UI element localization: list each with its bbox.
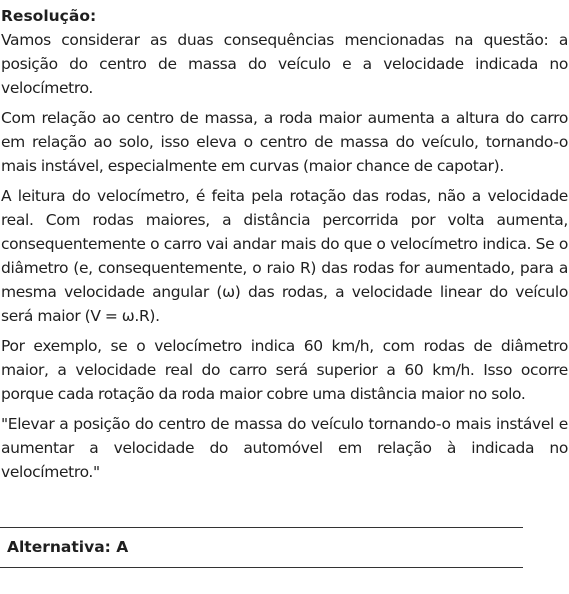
resolution-heading: Resolução:: [1, 7, 97, 25]
divider-top: [0, 527, 523, 528]
paragraph-speedometer: A leitura do velocímetro, é feita pela rotação das rodas, não a velocidade real. Com rodas maiores, a distância percorrida por volta aumenta, consequentemente o carro vai andar mais do que o velocímetro indica. Se o diâmetro (e, consequentemente, o raio R) das rodas for aumentado, para a mesma velocidade angular (ω) das rodas, a velocidade linear do veículo será maior (V = ω.R).: [1, 187, 568, 325]
paragraph-conclusion-quote: "Elevar a posição do centro de massa do veículo tornando-o mais instável e aumentar a velocidade do automóvel em relação à indicada no velocímetro.": [1, 415, 568, 481]
paragraph-example: Por exemplo, se o velocímetro indica 60 km/h, com rodas de diâmetro maior, a velocidade real do carro será superior a 60 km/h. Isso ocorre porque cada rotação da roda maior cobre uma distância maior no solo.: [1, 337, 568, 403]
paragraph-intro: Vamos considerar as duas consequências mencionadas na questão: a posição do centro de massa do veículo e a velocidade indicada no velocímetro.: [1, 31, 568, 97]
divider-bottom: [0, 567, 523, 568]
answer-label: Alternativa: A: [7, 538, 129, 556]
paragraph-center-of-mass: Com relação ao centro de massa, a roda maior aumenta a altura do carro em relação ao solo, isso eleva o centro de massa do veículo, tornando-o mais instável, especialmente em curvas (maior chance de capotar).: [1, 109, 568, 175]
resolution-content: [0, 4, 569, 490]
